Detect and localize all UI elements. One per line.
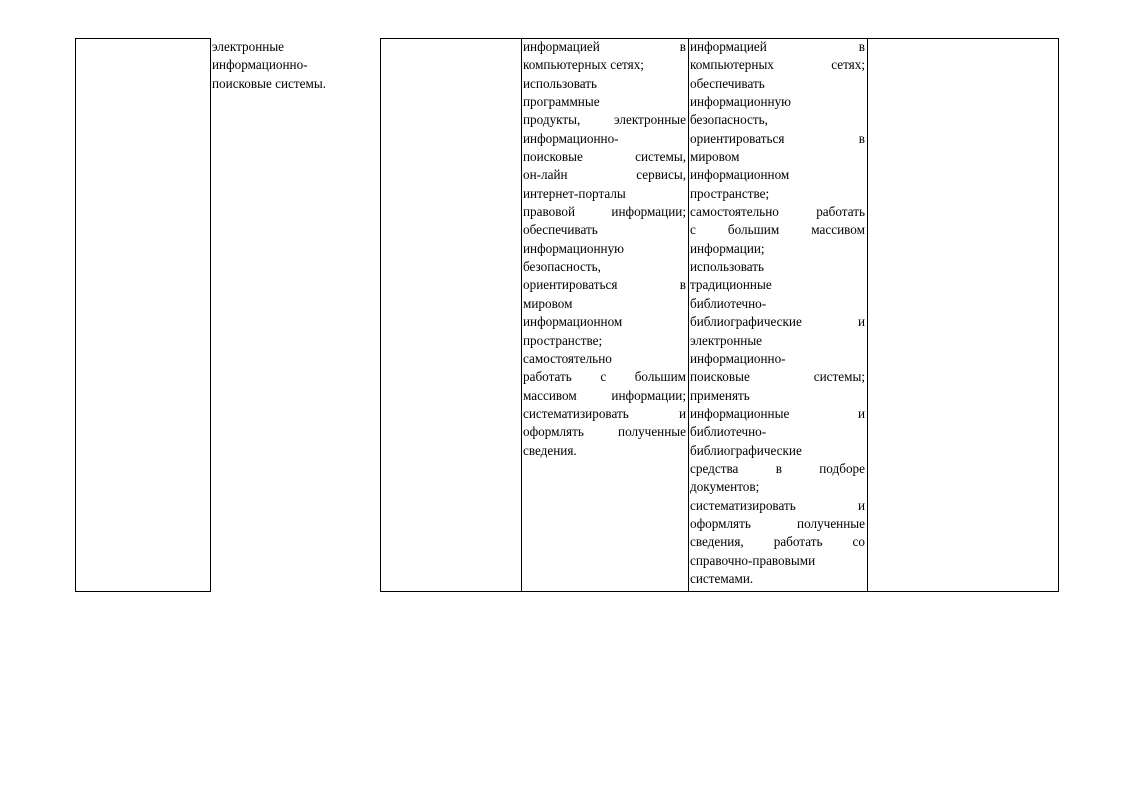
text-line: [690, 258, 865, 276]
word: использовать: [690, 259, 765, 275]
word: работать: [773, 534, 823, 550]
text-line: [690, 56, 865, 74]
word: поисковые: [690, 369, 750, 385]
word: традиционные: [690, 277, 772, 293]
text-line: [523, 442, 686, 460]
word: и: [857, 497, 865, 513]
word: он-лайн: [523, 167, 568, 183]
text-line: [523, 332, 686, 350]
text-line: [523, 38, 686, 56]
text-line: [690, 166, 865, 184]
text-line: электронные: [212, 39, 285, 54]
word: сервисы,: [636, 167, 686, 183]
word: с: [690, 222, 696, 238]
word: работать: [816, 204, 865, 220]
text-line: [690, 515, 865, 533]
word: интернет-порталы: [523, 185, 626, 201]
word: самостоятельно: [690, 204, 779, 220]
word: информационно-: [523, 130, 619, 146]
text-line: [690, 75, 865, 93]
word: информационные: [690, 405, 790, 421]
word: компьютерных сетях;: [523, 57, 644, 73]
table-cell-col6: [867, 38, 1059, 592]
word: ориентироваться: [690, 130, 785, 146]
text-line: [690, 533, 865, 551]
text-line: [690, 38, 865, 56]
word: самостоятельно: [523, 350, 612, 366]
word: библиотечно-: [690, 424, 767, 440]
word: информационно-: [690, 350, 786, 366]
word: электронные: [690, 332, 763, 348]
text-line: [690, 350, 865, 368]
text-line: [690, 570, 865, 588]
text-line: [523, 276, 686, 294]
word: мировом: [523, 295, 573, 311]
text-line: [690, 295, 865, 313]
word: продукты,: [523, 112, 581, 128]
word: мировом: [690, 149, 740, 165]
word: информации;: [611, 204, 686, 220]
text-line: [690, 221, 865, 239]
text-line: [523, 423, 686, 441]
word: компьютерных: [690, 57, 774, 73]
word: поисковые: [523, 149, 583, 165]
word: электронные: [613, 112, 686, 128]
text-line: [690, 405, 865, 423]
word: систематизировать: [523, 405, 629, 421]
word: в: [679, 277, 686, 293]
word: безопасность,: [690, 112, 768, 128]
word: систематизировать: [690, 497, 796, 513]
word: сведения,: [690, 534, 744, 550]
text-line: [690, 387, 865, 405]
word: работать: [523, 369, 572, 385]
word: массивом: [523, 387, 577, 403]
text-line: [523, 387, 686, 405]
text-line: поисковые системы.: [212, 75, 327, 91]
word: правовой: [523, 204, 576, 220]
word: документов;: [690, 479, 760, 495]
text-line: [690, 203, 865, 221]
word: пространстве;: [523, 332, 603, 348]
text-line: [690, 332, 865, 350]
text-line: [690, 276, 865, 294]
word: ориентироваться: [523, 277, 618, 293]
table-cell-col1: [75, 38, 211, 592]
word: библиотечно-: [690, 295, 767, 311]
text-line: [523, 350, 686, 368]
word: сведения.: [523, 442, 577, 458]
text-line: [523, 185, 686, 203]
text-line: [690, 423, 865, 441]
word: в: [858, 39, 865, 54]
text-line: [523, 75, 686, 93]
word: обеспечивать: [690, 75, 765, 91]
word: системы,: [635, 149, 686, 165]
text-line: [690, 240, 865, 258]
word: библиографические: [690, 442, 802, 458]
word: сетях;: [831, 57, 865, 73]
text-line: [523, 166, 686, 184]
word: информации;: [690, 240, 765, 256]
text-line: [523, 221, 686, 239]
text-line: [690, 93, 865, 111]
table-cell-col4-text: [523, 38, 686, 460]
word: применять: [690, 387, 750, 403]
word: системами.: [690, 570, 754, 586]
text-line: [523, 203, 686, 221]
word: большим: [634, 369, 686, 385]
text-line: [523, 111, 686, 129]
text-line: [690, 313, 865, 331]
text-line: [523, 148, 686, 166]
word: обеспечивать: [523, 222, 598, 238]
table-cell-col2-text: [212, 38, 380, 93]
word: информационную: [523, 240, 625, 256]
word: полученные: [618, 424, 686, 440]
text-line: [690, 497, 865, 515]
text-line: [523, 405, 686, 423]
text-line: [523, 240, 686, 258]
text-line: [523, 313, 686, 331]
word: в: [775, 460, 782, 476]
text-line: [690, 368, 865, 386]
text-line: [523, 130, 686, 148]
text-line: [523, 93, 686, 111]
word: и: [857, 314, 865, 330]
word: информации;: [611, 387, 686, 403]
text-line: [690, 442, 865, 460]
word: и: [678, 405, 686, 421]
word: в: [858, 130, 865, 146]
word: информационную: [690, 94, 792, 110]
word: программные: [523, 94, 600, 110]
text-line: [690, 148, 865, 166]
word: со: [852, 534, 865, 550]
word: использовать: [523, 75, 598, 91]
table-cell-col5-text: [690, 38, 865, 588]
word: оформлять: [690, 515, 751, 531]
text-line: информационно-: [212, 57, 308, 73]
word: пространстве;: [690, 185, 770, 201]
text-line: [523, 368, 686, 386]
word: оформлять: [523, 424, 584, 440]
text-line: [690, 478, 865, 496]
text-line: [690, 130, 865, 148]
table-cell-col3: [380, 38, 522, 592]
word: информацией: [690, 39, 767, 54]
word: справочно-правовыми: [690, 552, 816, 568]
word: массивом: [811, 222, 865, 238]
text-line: [523, 56, 686, 74]
text-line: [690, 111, 865, 129]
text-line: [690, 185, 865, 203]
word: полученные: [797, 515, 865, 531]
word: безопасность,: [523, 259, 601, 275]
word: средства: [690, 460, 739, 476]
word: большим: [727, 222, 780, 238]
text-line: [690, 460, 865, 478]
text-line: [690, 552, 865, 570]
word: с: [600, 369, 607, 385]
word: библиографические: [690, 314, 802, 330]
text-line: [523, 258, 686, 276]
text-line: [523, 295, 686, 313]
word: и: [857, 405, 865, 421]
word: информацией: [523, 39, 600, 54]
word: информационном: [690, 167, 790, 183]
word: информационном: [523, 314, 623, 330]
word: подборе: [819, 460, 865, 476]
word: в: [679, 39, 686, 54]
word: системы;: [813, 369, 865, 385]
